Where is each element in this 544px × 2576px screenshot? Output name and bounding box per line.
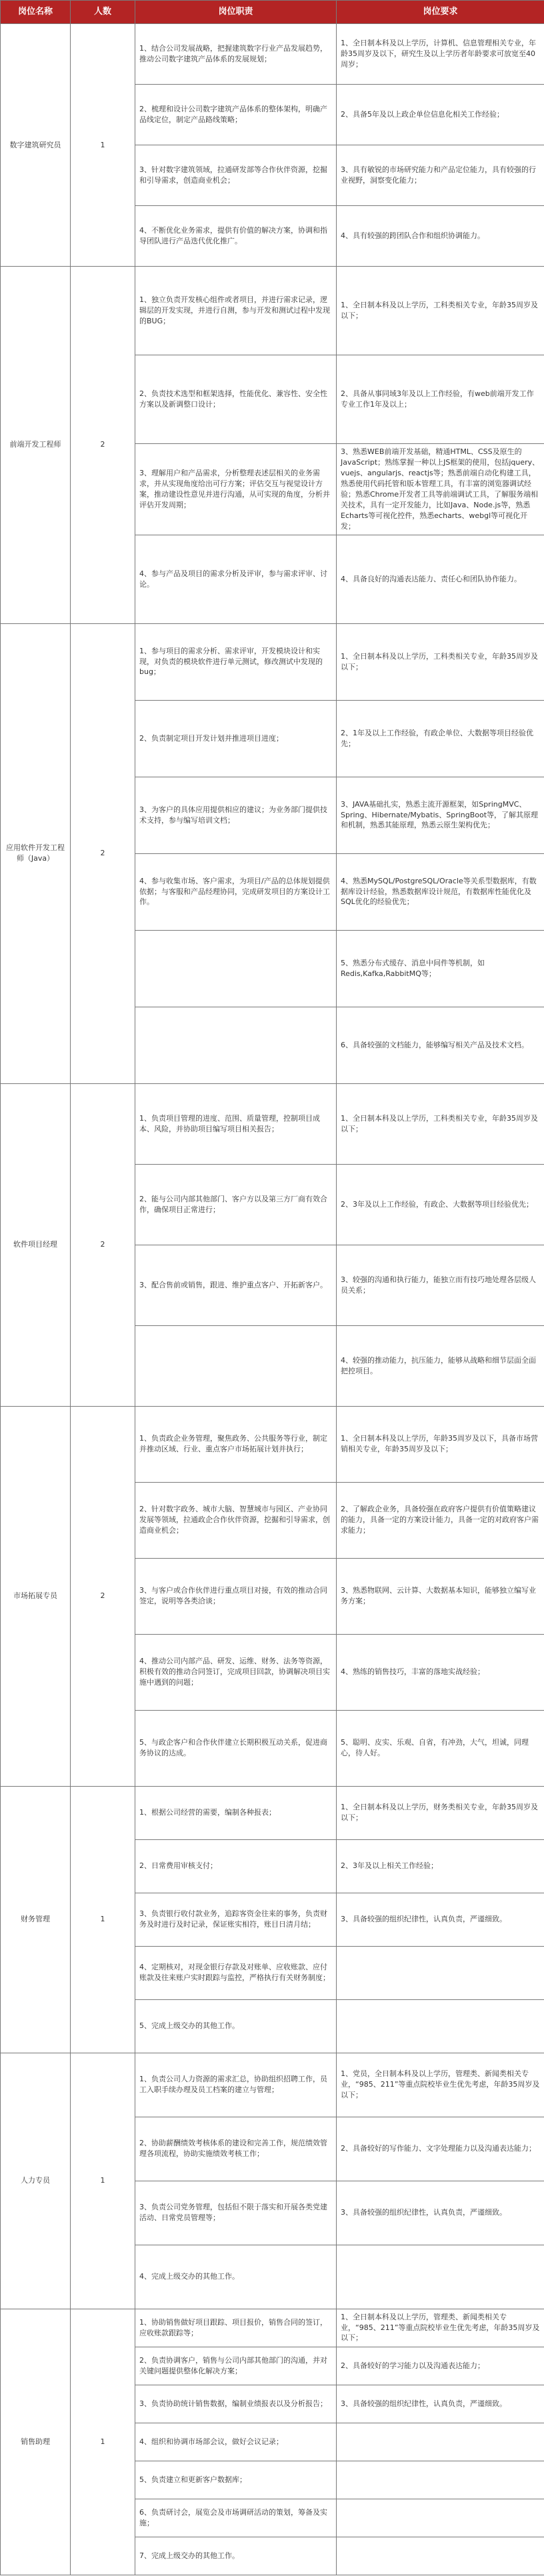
- duty-item: 3、为客户的具体应用提供相应的建议；为业务部门提供技术支持，参与编写培训文档；: [135, 777, 337, 853]
- position-title: 市场拓展专员: [1, 1406, 71, 1786]
- position-count: 1: [71, 24, 135, 267]
- requirement-item: 4、熟练的销售技巧，丰富的落地实战经验；: [337, 1634, 544, 1710]
- duty-item: [135, 1007, 337, 1083]
- header-position: 岗位名称: [1, 1, 71, 24]
- requirement-item: 4、具备良好的沟通表达能力、责任心和团队协作能力。: [337, 535, 544, 623]
- duty-item: 1、结合公司发展战略，把握建筑数字行业产品发展趋势，推动公司数字建筑产品体系的发展规划；: [135, 24, 337, 85]
- duty-item: 4、完成上级交办的其他工作。: [135, 2245, 337, 2309]
- position-title: 财务管理: [1, 1786, 71, 2053]
- table-row: [1, 1786, 544, 1839]
- position-count: 2: [71, 623, 135, 1083]
- duty-item: 2、梳理和设计公司数字建筑产品体系的整体架构，明确产品线定位，制定产品路线策略；: [135, 85, 337, 145]
- requirement-item: 3、熟悉物联网、云计算、大数据基本知识，能够独立编写业务方案；: [337, 1558, 544, 1634]
- duty-item: 4、定期核对，对现金银行存款及对账单、应收账款、应付账款及往来账户实时跟踪与监控，严格执行有关财务制度；: [135, 1946, 337, 1999]
- requirement-item: 2、3年及以上工作经验，有政企、大数据等项目经验优先；: [337, 1164, 544, 1245]
- requirement-item: 3、JAVA基础扎实，熟悉主流开源框架，如SpringMVC、Spring、Hibernate/Mybatis、SpringBoot等，了解其原理和机制，熟悉其能原理，熟悉云原生架构优先；: [337, 777, 544, 853]
- duty-item: [135, 1325, 337, 1406]
- duty-item: 4、不断优化业务需求，提供有价值的解决方案，协调和指导团队进行产品迭代优化推广。: [135, 206, 337, 267]
- requirement-item: 4、熟悉MySQL/PostgreSQL/Oracle等关系型数据库，有数据库设计经验，熟悉数据库设计规范，有数据库性能优化及SQL优化的经验优先；: [337, 853, 544, 930]
- duty-item: 3、负责银行收付款业务，追踪客资金往来的事务，负责财务及时进行及时记录，保证账实相符，账目日清月结；: [135, 1893, 337, 1946]
- requirement-item: 6、具备较强的文档能力，能够编写相关产品及技术文档。: [337, 1007, 544, 1083]
- requirement-item: [337, 2537, 544, 2575]
- requirement-item: 2、具备5年及以上政企单位信息化相关工作经验；: [337, 85, 544, 145]
- requirement-item: [337, 2423, 544, 2461]
- table-row: [1, 2309, 544, 2347]
- duty-item: 3、负责协助统计销售数据，编制业绩报表以及分析报告；: [135, 2385, 337, 2423]
- duty-item: 3、与客户或合作伙伴进行重点项目对接，有效的推动合同签定，说明等各类洽谈；: [135, 1558, 337, 1634]
- table-row: [1, 1083, 544, 1164]
- duty-item: 1、独立负责开发核心组件或者项目，并进行需求记录，逻辑层的开发实现，并进行自测，参与开发和测试过程中发现的BUG；: [135, 267, 337, 355]
- duty-item: [135, 930, 337, 1007]
- duty-item: 5、与政企客户和合作伙伴建立长期积极互动关系，促进商务协议的达成。: [135, 1710, 337, 1786]
- duty-item: 2、负责技术选型和框架选择，性能优化、兼容性、安全性方案以及新调整口设计；: [135, 355, 337, 444]
- duty-item: 4、参与收集市场、客户需求，为项目/产品的总体规划提供依据；与客服和产品经理协同，完成研发项目的方案设计工作。: [135, 853, 337, 930]
- position-title: 前端开发工程师: [1, 267, 71, 624]
- requirement-item: 3、熟悉WEB前端开发基础，精通HTML、CSS及原生的JavaScript；熟练掌握一种以上JS框架的使用，包括jquery、vuejs、angularjs、reactjs等；熟悉前端自动化构建工具，熟悉使用代码托管和版本管理工具，有丰富的浏览器调试经验；熟悉Chrome开发者工具等前端调试工具，了解服务端相关技术，具有一定开发能力，比如Java、Node.js等，熟悉Echarts等可视化控件，熟悉echarts、webgl等可视化开发；: [337, 444, 544, 535]
- duty-item: 7、完成上级交办的其他工作。: [135, 2537, 337, 2575]
- duty-item: 1、负责公司人力资源的需求汇总，协助组织招聘工作，员工入职手续办理及员工档案的建立与管理；: [135, 2053, 337, 2117]
- requirement-item: [337, 2461, 544, 2499]
- requirement-item: 2、具备较好的学习能力以及沟通表达能力；: [337, 2347, 544, 2385]
- duty-item: 1、负责项目管理的进度、范围、质量管理，控制项目成本、风险，并协助项目编写项目相关报告；: [135, 1083, 337, 1164]
- requirement-item: 1、全日制本科及以上学历，工科类相关专业，年龄35周岁及以下；: [337, 267, 544, 355]
- table-row: [1, 24, 544, 85]
- header-count: 人数: [71, 1, 135, 24]
- table-row: [1, 623, 544, 700]
- requirement-item: 1、全日制本科及以上学历，计算机、信息管理相关专业，年龄35周岁及以下，研究生及以上学历者年龄要求可放宽至40周岁；: [337, 24, 544, 85]
- requirement-item: 4、较强的推动能力，抗压能力，能够从战略和细节层面全面把控项目。: [337, 1325, 544, 1406]
- requirement-item: [337, 1946, 544, 1999]
- requirement-item: 1、全日制本科及以上学历，年龄35周岁及以下，具备市场营销相关专业，年龄35周岁及以下；: [337, 1406, 544, 1482]
- position-count: 1: [71, 1786, 135, 2053]
- duty-item: 1、根据公司经营的需要，编制各种报表；: [135, 1786, 337, 1839]
- requirement-item: 3、具备较强的组织纪律性，认真负责，严谨细致。: [337, 2181, 544, 2245]
- requirement-item: 5、熟悉分布式缓存、消息中间件等机制，如Redis,Kafka,RabbitMQ等；: [337, 930, 544, 1007]
- requirement-item: [337, 1999, 544, 2053]
- requirement-item: [337, 2499, 544, 2537]
- position-title: 数字建筑研究员: [1, 24, 71, 267]
- requirement-item: 2、1年及以上工作经验，有政企单位、大数据等项目经验优先；: [337, 700, 544, 777]
- requirement-item: 3、具备较强的组织纪律性，认真负责，严谨细致。: [337, 2385, 544, 2423]
- position-count: 1: [71, 2053, 135, 2309]
- duty-item: 1、协助销售做好项目跟踪、项目报价，销售合同的签订，应收账款跟踪等；: [135, 2309, 337, 2347]
- duty-item: 2、负责协调客户，销售与公司内部其他部门的沟通，并对关键问题提供整体化解决方案；: [135, 2347, 337, 2385]
- duty-item: 6、负责研讨会，展览会及市场调研活动的策划，筹备及实施；: [135, 2499, 337, 2537]
- duty-item: 4、组织和协调市场部会议，做好会议记录；: [135, 2423, 337, 2461]
- requirement-item: 5、聪明、皮实、乐观、自省，有冲劲，大气，坦诚，同理心，待人好。: [337, 1710, 544, 1786]
- table-row: [1, 267, 544, 355]
- requirement-item: 3、较强的沟通和执行能力，能独立而有技巧地处理各层级人员关系；: [337, 1245, 544, 1325]
- duty-item: 1、参与项目的需求分析、需求评审，开发模块设计和实现，对负责的模块软件进行单元测试，修改测试中发现的bug；: [135, 623, 337, 700]
- duty-item: 3、配合售前或销售，跟进、维护重点客户、开拓新客户。: [135, 1245, 337, 1325]
- duty-item: 3、负责公司党务管理，包括但不限于落实和开展各类党建活动、日常党员管理等；: [135, 2181, 337, 2245]
- job-table-body: [1, 24, 544, 2575]
- position-title: 销售助理: [1, 2309, 71, 2575]
- duty-item: 2、能与公司内部其他部门、客户方以及第三方厂商有效合作，确保项目正常进行；: [135, 1164, 337, 1245]
- requirement-item: [337, 2245, 544, 2309]
- duty-item: 2、负责制定项目开发计划并推进项目进度；: [135, 700, 337, 777]
- duty-item: 3、理解用户和产品需求，分析整理表述层相关的业务需求，并从实现角度给出可行方案；评估交互与视觉设计方案，推动建设性意见并进行沟通，从可实现的角度，分析并评估开发周期；: [135, 444, 337, 535]
- duty-item: 5、完成上级交办的其他工作。: [135, 1999, 337, 2053]
- requirement-item: 1、党员，全日制本科及以上学历，管理类、新闻类相关专业，“985、211”等重点院校毕业生优先考虑，年龄35周岁及以下；: [337, 2053, 544, 2117]
- duty-item: 3、针对数字建筑领域，拉通研发部等合作伙伴资源，挖掘和引导需求，创造商业机会；: [135, 145, 337, 206]
- duty-item: 5、负责建立和更新客户数据库；: [135, 2461, 337, 2499]
- position-title: 人力专员: [1, 2053, 71, 2309]
- duty-item: 4、推动公司内部产品、研发、运维、财务、法务等资源，积极有效的推动合同签订，完成项目回款，协调解决项目实施中遇到的问题；: [135, 1634, 337, 1710]
- table-header-row: [1, 1, 544, 24]
- table-row: [1, 1406, 544, 1482]
- position-title: 应用软件开发工程师（Java）: [1, 623, 71, 1083]
- requirement-item: 2、3年及以上相关工作经验；: [337, 1839, 544, 1893]
- requirement-item: 3、具备较强的组织纪律性，认真负责，严谨细致。: [337, 1893, 544, 1946]
- position-count: 2: [71, 267, 135, 624]
- header-requirements: 岗位要求: [337, 1, 544, 24]
- position-count: 1: [71, 2309, 135, 2575]
- requirement-item: 1、全日制本科及以上学历，工科类相关专业，年龄35周岁及以下；: [337, 623, 544, 700]
- requirement-item: 1、全日制本科及以上学历，工科类相关专业，年龄35周岁及以下；: [337, 1083, 544, 1164]
- duty-item: 4、参与产品及项目的需求分析及评审，参与需求评审、讨论。: [135, 535, 337, 623]
- requirement-item: 3、具有敏锐的市场研究能力和产品定位能力，具有较强的行业视野，洞察变化能力；: [337, 145, 544, 206]
- header-duties: 岗位职责: [135, 1, 337, 24]
- position-count: 2: [71, 1406, 135, 1786]
- position-title: 软件项目经理: [1, 1083, 71, 1406]
- requirement-item: 2、具备从事同域3年及以上工作经验，有web前端开发工作专业工作1年及以上；: [337, 355, 544, 444]
- duty-item: 2、针对数字政务、城市大脑、智慧城市与园区、产业协同发展等领域，拉通政企合作伙伴资源，挖掘和引导需求，创造商业机会；: [135, 1482, 337, 1558]
- table-row: [1, 2053, 544, 2117]
- requirement-item: 4、具有较强的跨团队合作和组织协调能力。: [337, 206, 544, 267]
- requirement-item: 1、全日制本科及以上学历，财务类相关专业，年龄35周岁及以下；: [337, 1786, 544, 1839]
- requirement-item: 2、了解政企业务，具备较强在政府客户提供有价值策略建议的能力，具备一定的方案设计能力，具备一定的对政府客户需求能力；: [337, 1482, 544, 1558]
- requirement-item: 1、全日制本科及以上学历，管理类、新闻类相关专业，“985、211”等重点院校毕业生优先考虑，年龄35周岁及以下；: [337, 2309, 544, 2347]
- duty-item: 1、负责政企业务管理，聚焦政务、公共服务等行业，制定并推动区域、行业、重点客户市场拓展计划并执行；: [135, 1406, 337, 1482]
- duty-item: 2、日常费用审核支付；: [135, 1839, 337, 1893]
- duty-item: 2、协助薪酬绩效考核体系的建设和完善工作，规范绩效管理各项流程，协助实施绩效考核工作；: [135, 2117, 337, 2181]
- requirement-item: 2、具备较好的写作能力、文字处理能力以及沟通表达能力；: [337, 2117, 544, 2181]
- position-count: 2: [71, 1083, 135, 1406]
